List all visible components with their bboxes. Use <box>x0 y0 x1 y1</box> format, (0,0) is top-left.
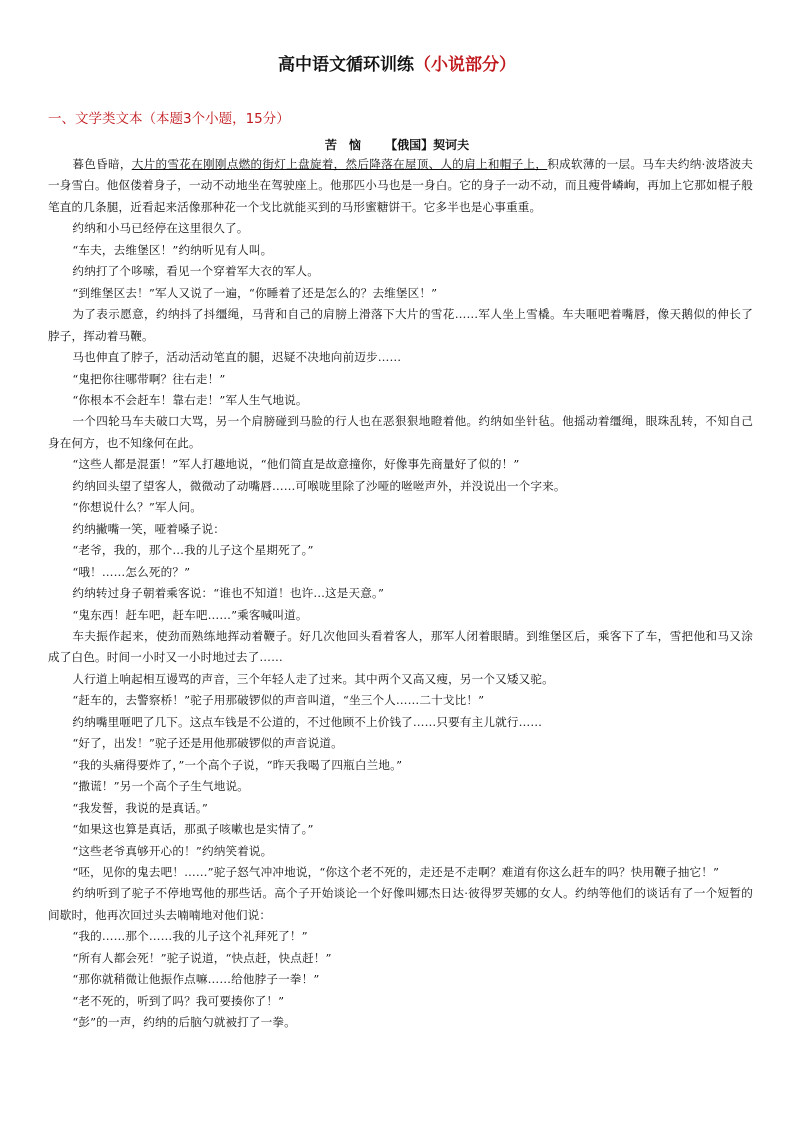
paragraph <box>48 926 753 947</box>
paragraph-text: “老爷，我的，那个…我的儿子这个星期死了。” <box>72 543 314 558</box>
paragraph-text: “这些老爷真够开心的！”约纳笑着说。 <box>72 843 273 858</box>
paragraph <box>48 669 753 690</box>
paragraph-text: “好了，出发！”驼子还是用他那破锣似的声音说道。 <box>72 736 343 751</box>
article-title: 苦 恼 <box>324 138 361 152</box>
paragraph-text: “我发誓，我说的是真话。” <box>72 800 208 815</box>
paragraph <box>48 991 753 1012</box>
paragraph <box>48 476 753 497</box>
paragraph <box>48 733 753 754</box>
paragraph <box>48 819 753 840</box>
paragraph-text: “老不死的，听到了吗？我可要揍你了！” <box>72 993 285 1008</box>
paragraph-text: 约纳转过身子朝着乘客说：“谁也不知道！也许…这是天意。” <box>72 586 385 601</box>
paragraph-text: 积成软薄的一层。马车夫约纳·波塔波夫一身雪白。他伛偻着身子，一动不动地坐在驾驶座上。他那匹小马也是一身白。它的身子一动不动，而且瘦骨嶙峋，再加上它那如棍子般笔直的几条腿，近看起来活像那种花一个戈比就能买到的马形蜜糖饼干。它多半也是心事重重。 <box>48 157 753 214</box>
paragraph <box>48 605 753 626</box>
paragraph <box>48 411 753 454</box>
title-main: 高中语文循环训练 <box>278 55 414 75</box>
paragraph <box>48 283 753 304</box>
paragraph-text: 约纳和小马已经停在这里很久了。 <box>72 221 249 236</box>
paragraph <box>48 390 753 411</box>
underlined-text: 大片的雪花在刚刚点燃的街灯上盘旋着，然后降落在屋顶、人的肩上和帽子上， <box>131 157 548 171</box>
paragraph <box>48 883 753 926</box>
paragraph <box>48 776 753 797</box>
paragraph <box>48 218 753 239</box>
paragraph <box>48 969 753 990</box>
paragraph-text: “撒谎！”另一个高个子生气地说。 <box>72 779 249 794</box>
paragraph <box>48 690 753 711</box>
paragraph-text: “你想说什么？”军人问。 <box>72 500 202 515</box>
paragraph-text: 为了表示愿意，约纳抖了抖缰绳，马背和自己的肩膀上滑落下大片的雪花……军人坐上雪橇。车夫咂吧着嘴唇，像天鹅似的伸长了脖子，挥动着马鞭。 <box>48 307 753 343</box>
paragraph <box>48 540 753 561</box>
paragraph-text: 约纳嘴里咂吧了几下。这点车钱是不公道的，不过他顾不上价钱了……只要有主儿就行…… <box>72 714 543 729</box>
paragraph-text: “那你就稍微让他振作点嘛……给他脖子一拳！” <box>72 972 320 987</box>
paragraph-text: 约纳打了个哆嗦，看见一个穿着军大衣的军人。 <box>72 264 319 279</box>
paragraph <box>48 347 753 368</box>
paragraph-text: “彭”的一声，约纳的后脑勺就被打了一拳。 <box>72 1015 296 1030</box>
paragraph <box>48 261 753 282</box>
paragraph-text: “呸，见你的鬼去吧！……”驼子怒气冲冲地说，“你这个老不死的，走还是不走啊？难道有你这么赶车的吗？快用鞭子抽它！” <box>72 864 720 879</box>
paragraph <box>48 562 753 583</box>
paragraph-text: 人行道上响起相互谩骂的声音，三个年轻人走了过来。其中两个又高又瘦，另一个又矮又驼。 <box>72 671 554 686</box>
paragraph-text: 马也伸直了脖子，活动活动笔直的腿，迟疑不决地向前迈步…… <box>72 350 402 365</box>
paragraph-text: 约纳撇嘴一笑，哑着嗓子说： <box>72 521 226 536</box>
paragraph-text: “车夫，去维堡区！”约纳听见有人叫。 <box>72 242 273 257</box>
article-author: 【俄国】契诃夫 <box>385 138 470 152</box>
article-heading <box>0 136 794 153</box>
article-body <box>48 154 753 1034</box>
document-title <box>0 50 794 75</box>
paragraph-text: “这些人都是混蛋！”军人打趣地说，“他们简直是故意撞你，好像事先商量好了似的！” <box>72 457 520 472</box>
section-heading: 一、文学类文本（本题3个小题，15分） <box>48 111 290 127</box>
paragraph <box>48 369 753 390</box>
paragraph-text: “如果这也算是真话，那虱子咳嗽也是实情了。” <box>72 822 314 837</box>
paragraph-text: “我的……那个……我的儿子这个礼拜死了！” <box>72 929 308 944</box>
paragraph <box>48 862 753 883</box>
paragraph <box>48 626 753 669</box>
paragraph-text: “哦！……怎么死的？” <box>72 564 191 579</box>
paragraph-text: “鬼把你往哪带啊？往右走！” <box>72 371 226 386</box>
paragraph <box>48 304 753 347</box>
paragraph-text: “赶车的，去警察桥！”驼子用那破锣似的声音叫道，“坐三个人……二十戈比！” <box>72 693 485 708</box>
paragraph-text: “鬼东西！赶车吧，赶车吧……”乘客喊叫道。 <box>72 607 308 622</box>
paragraph-text: 约纳回头望了望客人，微微动了动嘴唇……可喉咙里除了沙哑的咝咝声外，并没说出一个字来。 <box>72 478 566 493</box>
title-subtitle: （小说部分） <box>414 55 516 75</box>
paragraph <box>48 948 753 969</box>
paragraph <box>48 798 753 819</box>
paragraph <box>48 240 753 261</box>
paragraph-text: “所有人都会死！”驼子说道，“快点赶，快点赶！” <box>72 950 332 965</box>
paragraph-text: 一个四轮马车夫破口大骂，另一个肩膀碰到马脸的行人也在恶狠狠地瞪着他。约纳如坐针毡。他摇动着缰绳，眼珠乱转，不知自己身在何方，也不知缘何在此。 <box>48 414 753 450</box>
paragraph-text: 约纳听到了驼子不停地骂他的那些话。高个子开始谈论一个好像叫娜杰日达·彼得罗芙娜的女人。约纳等他们的谈话有了一个短暂的间歇时，他再次回过头去喃喃地对他们说： <box>48 886 753 922</box>
paragraph <box>48 454 753 475</box>
paragraph <box>48 1012 753 1033</box>
paragraph-text: 车夫振作起来，使劲而熟练地挥动着鞭子。好几次他回头看着客人，那军人闭着眼睛。到维堡区后，乘客下了车，雪把他和马又涂成了白色。时间一小时又一小时地过去了…… <box>48 628 753 665</box>
paragraph <box>48 712 753 733</box>
paragraph <box>48 497 753 518</box>
paragraph-text: “你根本不会赶车！靠右走！”军人生气地说。 <box>72 392 308 407</box>
paragraph <box>48 841 753 862</box>
paragraph-text: 暮色昏暗， <box>72 157 132 171</box>
paragraph <box>48 154 753 218</box>
paragraph <box>48 583 753 604</box>
paragraph <box>48 519 753 540</box>
paragraph-text: “我的头痛得要炸了，”一个高个子说，“昨天我喝了四瓶白兰地。” <box>72 757 403 772</box>
paragraph <box>48 755 753 776</box>
paragraph-text: “到维堡区去！”军人又说了一遍，“你睡着了还是怎么的？去维堡区！” <box>72 285 438 300</box>
